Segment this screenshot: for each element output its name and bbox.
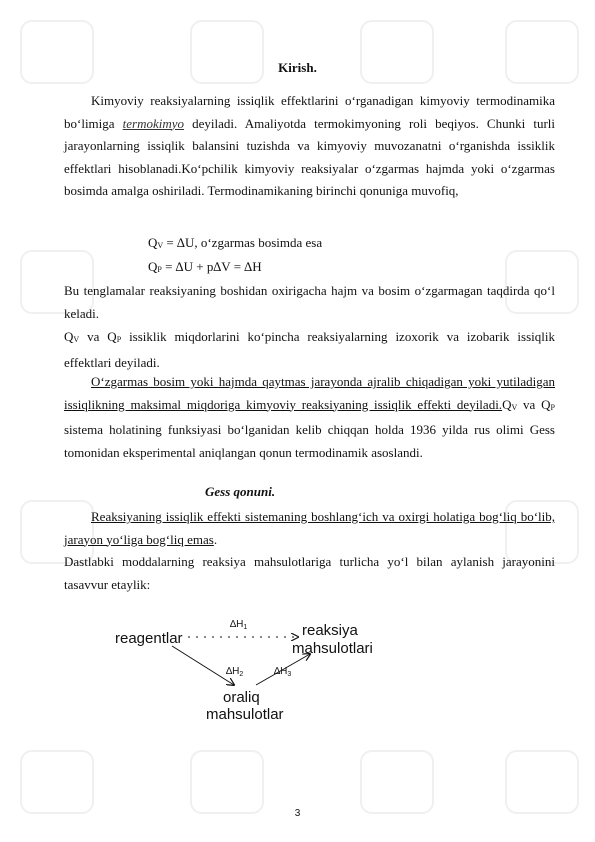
hess-cycle-diagram	[110, 610, 410, 725]
intermediates-label-line2: mahsulotlar	[206, 706, 284, 723]
equation-qv: $Q_V = \Delta U$, oʻzgarmas bosimda esa	[148, 235, 323, 250]
products-label-line1: reaksiya	[302, 622, 358, 639]
termokimyo-link[interactable]: termokimyo	[122, 115, 185, 131]
intro-text-end: deyiladi. Amaliyotda termokimyoning roli beqiyos. Chunki turli jarayonlarning issiqlik balansini tuzishda va kimyoviy muvozanatni oʻrganishda issiklik effektlari hisoblanadi.Koʻpchilik kimyoviy reaksiyalar oʻzgarmas hajmda yoki oʻzgarmas bosimda amalga oshiriladi. Termodinamikaning birinchi qonuniga muvofiq,	[64, 115, 555, 198]
thermal-effect-definition: Oʻzgarmas bosim yoki hajmda qaytmas jarayonda ajralib chiqadigan yoki yutiladigan issiqlikning maksimal miqdoriga kimyoviy reaksiyaning issiqlik effekti deyiladi.	[64, 374, 555, 412]
hess-law-statement: Reaksiyaning issiqlik effekti sistemaning boshlangʻich va oxirgi holatiga bogʻliq boʻlib, jarayon yoʻliga bogʻliq emas.	[64, 509, 555, 547]
thermal-effect-paragraph: Oʻzgarmas bosim yoki hajmda qaytmas jarayonda ajralib chiqadigan yoki yutiladigan issiqlikning maksimal miqdoriga kimyoviy reaksiyaning issiqlik effekti $deyiladi.Q_V$ va $Q_P$ sistema holatining funksiyasi boʻlganidan kelib chiqqan holda 1936 yilda rus olimi Gess tomonidan eksperimental aniqlangan qonun termodinamik asoslandi.	[64, 374, 555, 460]
effects-definition: $Q_V$ va $Q_P$ issiklik miqdorlarini koʻpincha reaksiyalarning izoxorik va izobarik issiqlik effektlari deyiladi.	[64, 329, 555, 370]
hess-law-heading: Gess qonuni.	[205, 484, 276, 499]
process-intro: Dastlabki moddalarning reaksiya mahsulotlariga turlicha yoʻl bilan aylanish jarayonini tasavvur etaylik:	[64, 554, 555, 592]
reagents-label: reagentlar	[115, 630, 183, 647]
intro-text-start: Kimyoviy reaksiyalarning issiqlik effektlarini oʻrganadigan kimyoviy termodinamika boʻlimiga	[64, 93, 555, 131]
delta-h1-label: $\Delta H_1$	[230, 619, 248, 631]
page-number: 3	[294, 808, 301, 819]
products-label-line2: mahsulotlari	[292, 640, 373, 657]
equations-note: Bu tenglamalar reaksiyaning boshidan oxirigacha hajm va bosim oʻzgarmagan taqdirda qoʻl keladi.	[64, 283, 555, 321]
title-text: Kirish.	[278, 60, 317, 75]
hess-law-text: Reaksiyaning issiqlik effekti sistemaning boshlangʻich va oxirgi holatiga bogʻliq boʻlib, jarayon yoʻliga bogʻliq emas	[64, 509, 555, 547]
intro-paragraph	[64, 90, 555, 203]
delta-h2-label: $\Delta H_2$	[226, 666, 244, 678]
intermediates-label-line1: oraliq	[223, 689, 260, 706]
equation-qp: $Q_P = \Delta U + p\Delta V = \Delta H$	[148, 259, 262, 274]
page-title	[0, 60, 595, 76]
path-to-intermediate-arrow	[172, 646, 234, 685]
delta-h3-label: $\Delta H_3$	[274, 666, 292, 678]
